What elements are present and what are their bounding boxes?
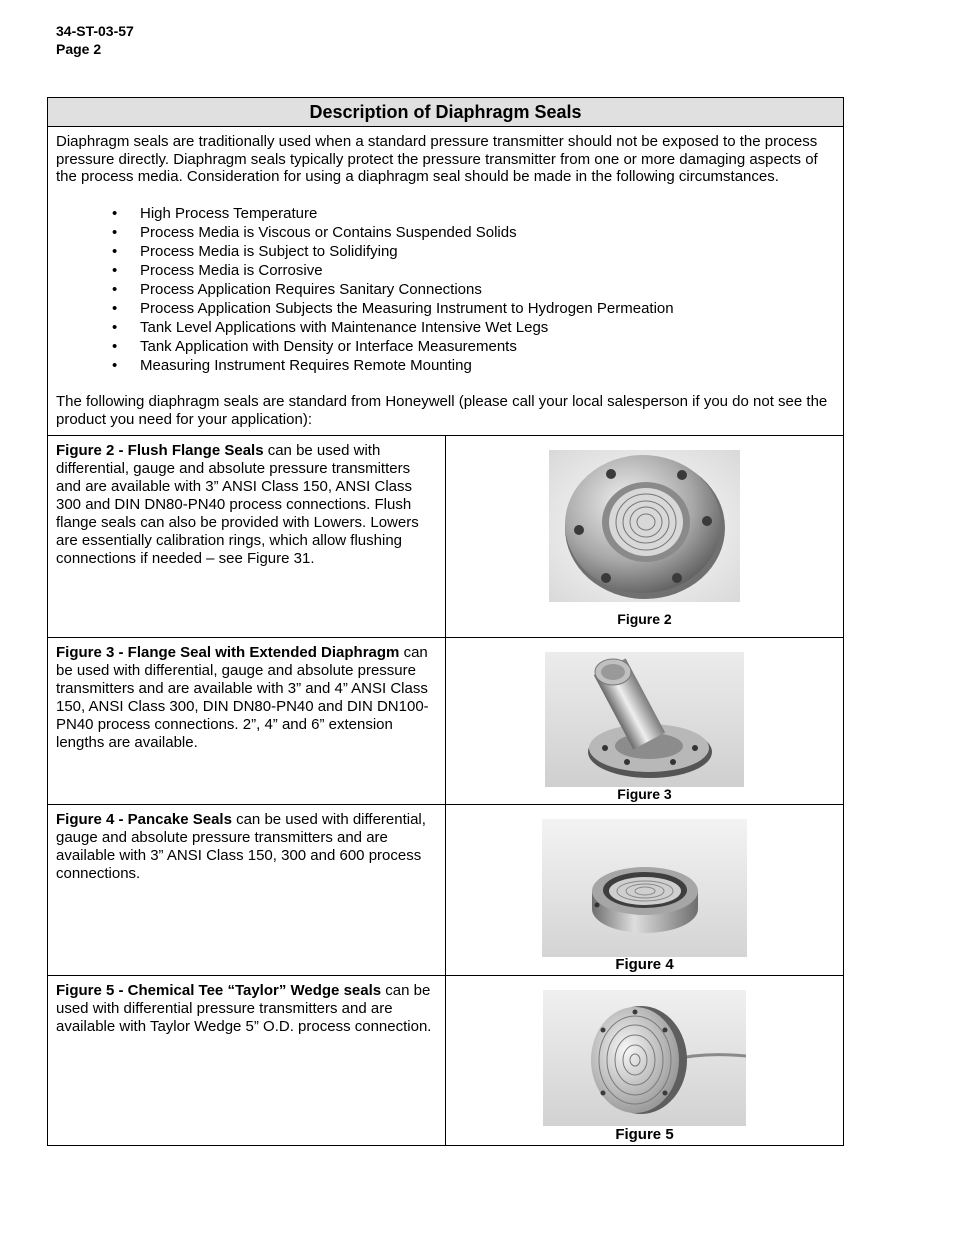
outro-paragraph: The following diaphragm seals are standard from Honeywell (please call your local salesperson if you do not see the product you need for your application): [56, 393, 828, 428]
table-row [48, 436, 843, 638]
pancake-seal-image [542, 819, 747, 957]
seal-name: Figure 4 - Pancake Seals [56, 810, 232, 828]
document-id: 34-ST-03-57 [56, 23, 134, 39]
seal-description: can be used with differential, gauge and absolute pressure transmitters and are available with 3” ANSI Class 150, 300 and 600 process connections. [56, 810, 426, 882]
table-row [48, 976, 843, 1145]
taylor-wedge-seal-image [543, 990, 746, 1126]
list-item: • Tank Level Applications with Maintenance Intensive Wet Legs [112, 319, 549, 337]
figure-cell [446, 436, 843, 637]
list-item: • High Process Temperature [112, 205, 318, 223]
page-number: Page 2 [56, 41, 102, 57]
seal-description: can be used with differential, gauge and absolute pressure transmitters and are available with 3” ANSI Class 150, ANSI Class 300 and DIN DN80-PN40 process connections. Flush flange seals can also be provided with Lowers. Lowers are essentially calibration rings, which allow flushing connections if needed – see Figure 31. [56, 441, 419, 567]
figure-cell [446, 805, 843, 975]
list-item: • Measuring Instrument Requires Remote Mounting [112, 357, 472, 375]
extended-diaphragm-seal-image [545, 652, 744, 787]
table-row [48, 805, 843, 976]
figure-caption: Figure 4 [615, 955, 674, 973]
circumstances-list [56, 204, 835, 375]
list-item: • Process Media is Subject to Solidifying [112, 243, 398, 261]
figure-caption: Figure 3 [617, 785, 672, 802]
intro-cell [48, 127, 843, 436]
seal-description: can be used with differential pressure transmitters and are available with Taylor Wedge 5” O.D. process connection. [56, 981, 432, 1035]
list-item: • Process Media is Viscous or Contains Suspended Solids [112, 224, 517, 242]
section-title: Description of Diaphragm Seals [48, 98, 843, 127]
figure-caption: Figure 2 [617, 610, 672, 627]
figure-cell [446, 976, 843, 1145]
diaphragm-seals-table [47, 97, 844, 1146]
list-item: • Process Application Requires Sanitary Connections [112, 281, 482, 299]
page-header [56, 22, 134, 58]
list-item: • Process Application Subjects the Measuring Instrument to Hydrogen Permeation [112, 300, 674, 318]
figure-cell [446, 638, 843, 804]
flush-flange-seal-image [549, 450, 740, 602]
list-item: • Tank Application with Density or Interface Measurements [112, 338, 517, 356]
seal-description: can be used with differential, gauge and absolute pressure transmitters and are available with 3” and 4” ANSI Class 150, ANSI Class 300, DIN DN80-PN40 and DIN DN100-PN40 process connections. 2”, 4” and 6” extension lengths are available. [56, 643, 429, 751]
seal-name: Figure 2 - Flush Flange Seals [56, 441, 264, 459]
description-cell [48, 436, 446, 637]
seal-name: Figure 3 - Flange Seal with Extended Diaphragm [56, 643, 400, 661]
description-cell [48, 976, 446, 1145]
description-cell [48, 805, 446, 975]
intro-paragraph: Diaphragm seals are traditionally used when a standard pressure transmitter should not be exposed to the process pressure directly. Diaphragm seals typically protect the pressure transmitter from one or more damaging aspects of the process media. Consideration for using a diaphragm seal should be made in the following circumstances. [56, 133, 818, 186]
figure-caption: Figure 5 [615, 1125, 674, 1143]
description-cell [48, 638, 446, 804]
list-item: • Process Media is Corrosive [112, 262, 323, 280]
table-row [48, 638, 843, 805]
seal-name: Figure 5 - Chemical Tee “Taylor” Wedge seals [56, 981, 382, 999]
